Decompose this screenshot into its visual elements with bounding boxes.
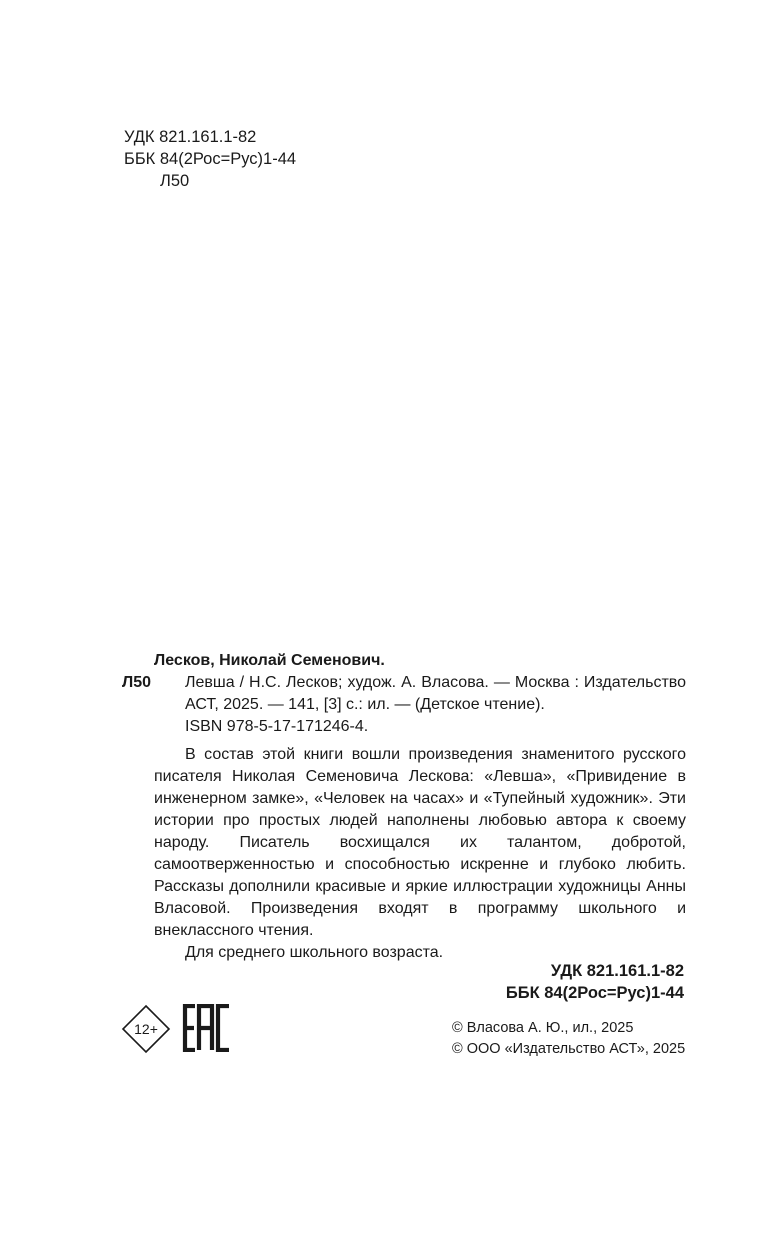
copyright-block: [452, 1018, 685, 1060]
bottom-classification-codes: [506, 960, 684, 1004]
age-rating-badge-icon: [121, 1004, 171, 1054]
copyright-publisher: © ООО «Издательство АСТ», 2025: [452, 1041, 686, 1057]
eac-conformity-mark-icon: [182, 1004, 232, 1052]
isbn-line: ISBN 978-5-17-171246-4.: [185, 718, 369, 735]
copyright-illustrator: © Власова А. Ю., ил., 2025: [452, 1020, 634, 1036]
top-classification-codes: [124, 126, 296, 192]
age-recommendation: Для среднего школьного возраста.: [185, 944, 444, 961]
top-bbk-code: ББК 84(2Рос=Рус)1-44: [124, 150, 297, 168]
top-author-mark: Л50: [160, 172, 190, 190]
age-rating-text: 12+: [134, 1021, 158, 1037]
bottom-udk-code: УДК 821.161.1-82: [550, 962, 684, 980]
author-heading: Лесков, Николай Семенович.: [154, 652, 385, 669]
top-udk-code: УДК 821.161.1-82: [124, 128, 257, 146]
bottom-bbk-code: ББК 84(2Рос=Рус)1-44: [505, 984, 684, 1002]
bibliographic-record: [122, 650, 686, 964]
entry-description: Левша / Н.С. Лесков; худож. А. Власова. — Москва : Издательство АСТ, 2025. — 141, [3] с.: ил. — (Детское чтение).: [185, 674, 686, 713]
author-sign-code: Л50: [122, 674, 152, 691]
annotation-paragraph: В состав этой книги вошли произведения знаменитого русского писателя Николая Семеновича Лескова: «Левша», «Привидение в инженерном замке», «Человек на часах» и «Тупейный художник». Эти истории про простых людей наполнены любовью автора к своему народу. Писатель восхищался их талантом, добротой, самоотверженностью и способностью искренне и глубоко любить. Рассказы дополнили красивые и яркие иллюстрации художницы Анны Власовой. Произведения входят в программу школьного и внеклассного чтения.: [154, 746, 686, 939]
catalog-entry: [122, 672, 686, 716]
